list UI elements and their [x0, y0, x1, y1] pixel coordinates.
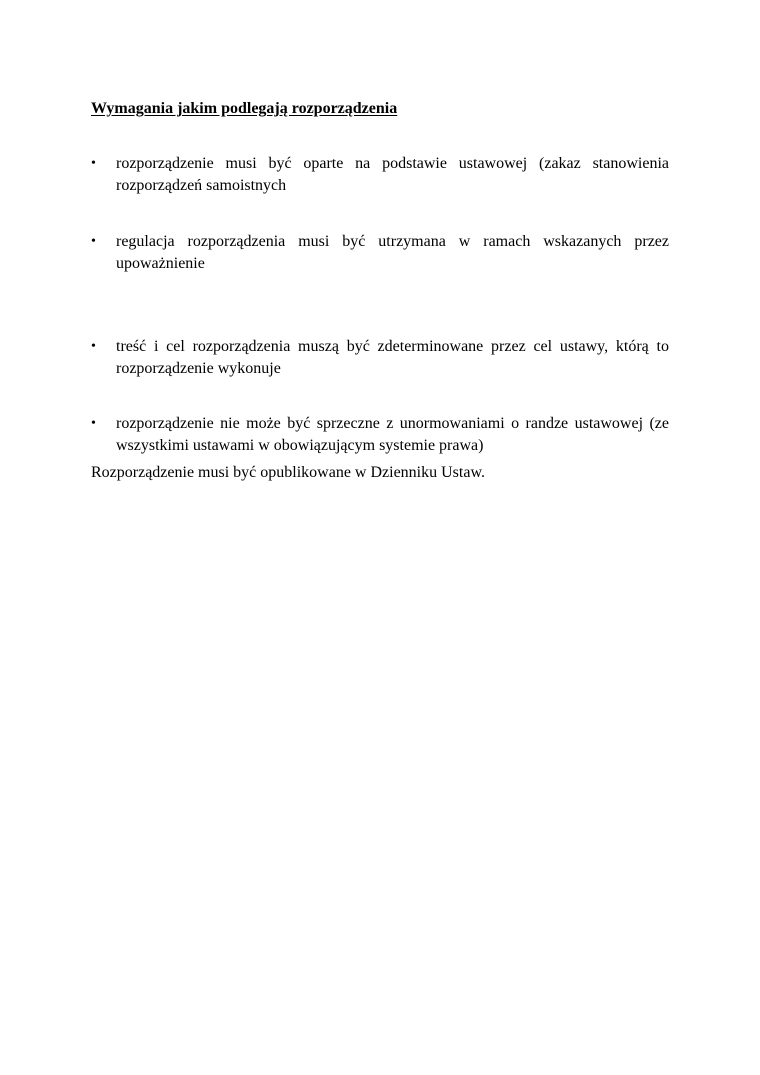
- bullet-icon: •: [91, 339, 96, 354]
- list-item-text: treść i cel rozporządzenia muszą być zdeterminowane przez cel ustawy, którą to rozporządzenie wykonuje: [116, 338, 669, 377]
- list-item: [91, 336, 669, 380]
- list-item: [91, 153, 669, 197]
- list-item: [91, 231, 669, 275]
- list-item-text: rozporządzenie nie może być sprzeczne z unormowaniami o randze ustawowej (ze wszystkimi ustawami w obowiązującym systemie prawa): [116, 415, 669, 454]
- document-heading: Wymagania jakim podlegają rozporządzenia: [91, 100, 398, 117]
- list-item-text: regulacja rozporządzenia musi być utrzymana w ramach wskazanych przez upoważnienie: [116, 233, 669, 272]
- list-item: [91, 413, 669, 457]
- bullet-icon: •: [91, 416, 96, 431]
- bullet-icon: •: [91, 156, 96, 171]
- closing-paragraph: Rozporządzenie musi być opublikowane w Dzienniku Ustaw.: [91, 464, 485, 481]
- list-item-text: rozporządzenie musi być oparte na podstawie ustawowej (zakaz stanowienia rozporządzeń samoistnych: [116, 155, 669, 194]
- bullet-icon: •: [91, 234, 96, 249]
